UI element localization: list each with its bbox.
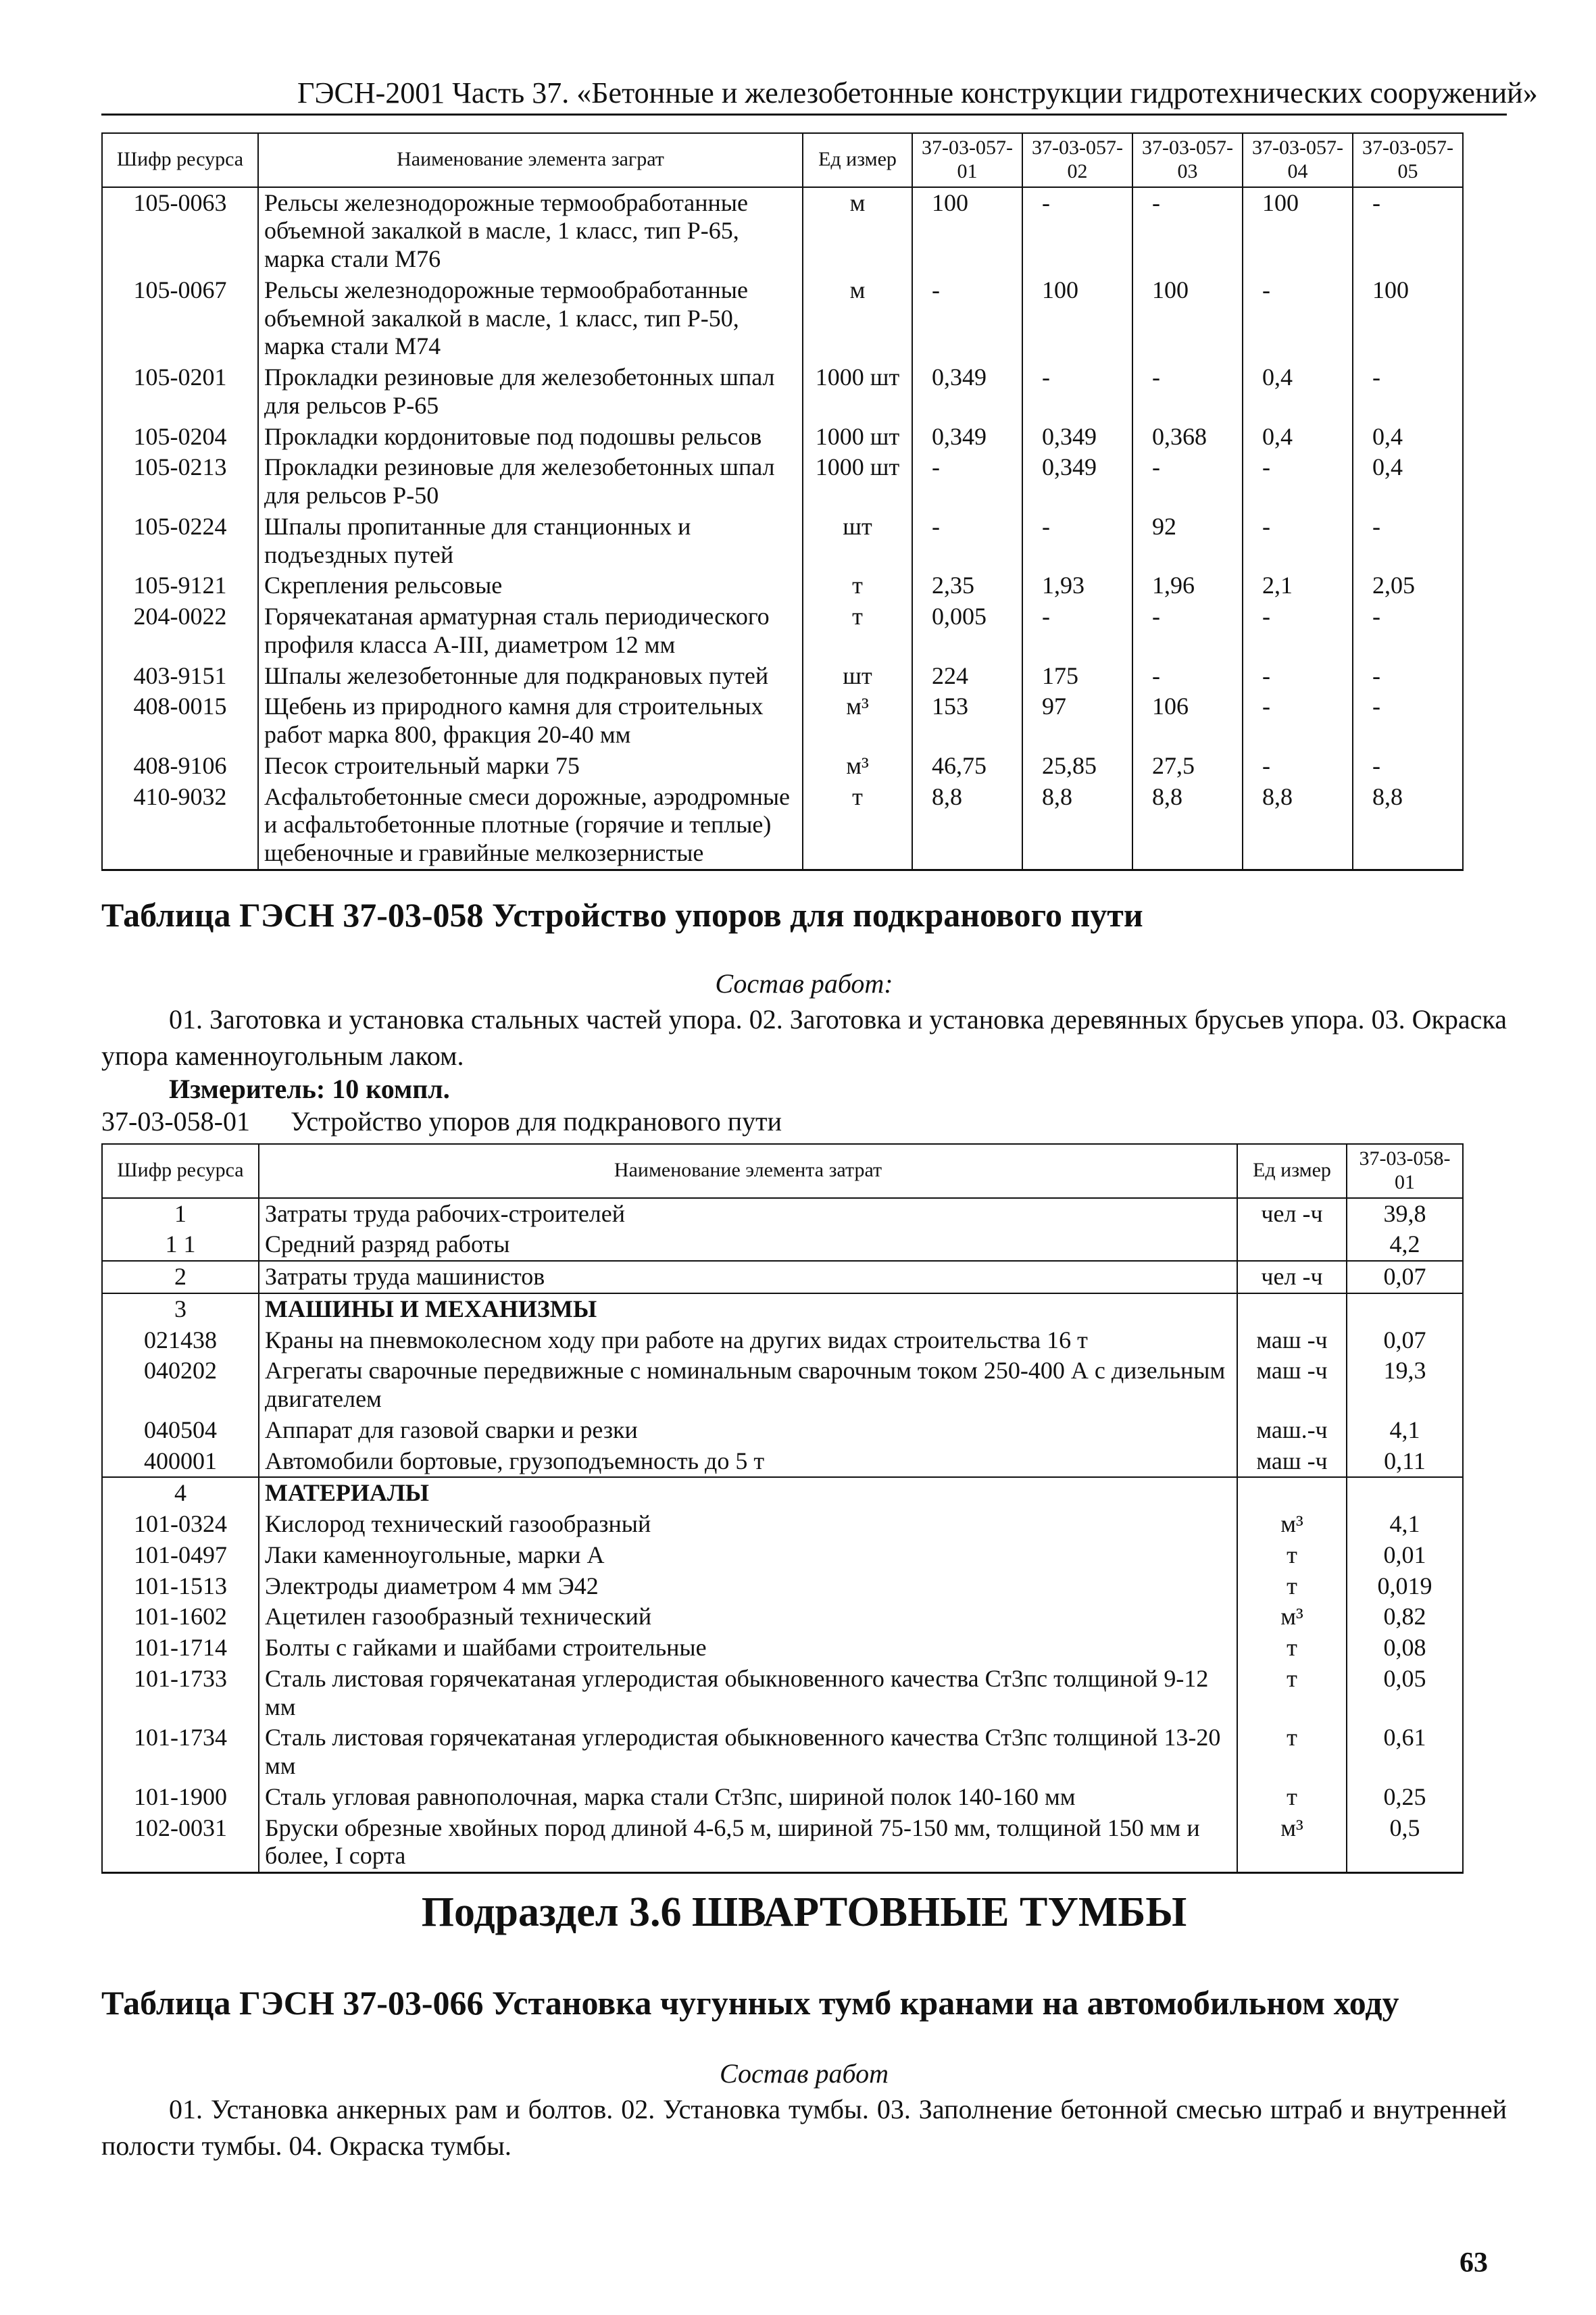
column-header-code: Шифр ресурса <box>102 1144 259 1198</box>
resource-value: 8,8 <box>1132 782 1243 870</box>
table-row <box>102 661 1463 692</box>
table-row <box>102 1722 1463 1782</box>
table-row <box>102 1198 1463 1230</box>
resource-name: Шпалы железобетонные для подкрановых путей <box>258 661 803 692</box>
table-row <box>102 1633 1463 1664</box>
resource-code: 408-9106 <box>102 751 258 782</box>
resource-value <box>1347 1293 1463 1325</box>
resource-value: 27,5 <box>1132 751 1243 782</box>
column-header-value: 37-03-057-03 <box>1132 133 1243 187</box>
table-row <box>102 1540 1463 1571</box>
resource-value <box>1347 1477 1463 1509</box>
norm-code: 37-03-058-01 <box>101 1106 250 1137</box>
resource-value: 2,35 <box>912 570 1022 601</box>
resource-unit: м <box>803 275 912 362</box>
column-header-unit: Ед измер <box>1237 1144 1347 1198</box>
resource-name: Бруски обрезные хвойных пород длиной 4-6,5 м, шириной 75-150 мм, толщиной 150 мм и более, I сорта <box>259 1813 1237 1873</box>
resource-value: 46,75 <box>912 751 1022 782</box>
resource-unit: т <box>803 570 912 601</box>
resource-code: 105-0213 <box>102 452 258 512</box>
table-row <box>102 422 1463 453</box>
resource-name: Лаки каменноугольные, марки А <box>259 1540 1237 1571</box>
column-header-code: Шифр ресурса <box>102 133 258 187</box>
column-header-name: Наименование элемента заграт <box>258 133 803 187</box>
work-composition-caption: Состав работ: <box>715 968 893 999</box>
resource-value: 8,8 <box>1353 782 1463 870</box>
resource-value: 0,019 <box>1347 1571 1463 1602</box>
resource-value: - <box>1353 751 1463 782</box>
resource-name: Сталь листовая горячекатаная углеродистая обыкновенного качества Ст3пс толщиной 9-12 мм <box>259 1664 1237 1723</box>
resource-code: 1 <box>102 1198 259 1230</box>
resource-code: 403-9151 <box>102 661 258 692</box>
resource-value: 1,96 <box>1132 570 1243 601</box>
resource-code: 101-1900 <box>102 1782 259 1813</box>
resource-value: 0,4 <box>1243 422 1353 453</box>
column-header-value: 37-03-057-05 <box>1353 133 1463 187</box>
resource-code: 408-0015 <box>102 691 258 751</box>
resource-value: - <box>912 512 1022 571</box>
table-row <box>102 1229 1463 1261</box>
resource-value: 92 <box>1132 512 1243 571</box>
resource-code: 101-1714 <box>102 1633 259 1664</box>
norm-name: Устройство упоров для подкранового пути <box>290 1106 782 1137</box>
resource-name: Сталь листовая горячекатаная углеродистая обыкновенного качества Ст3пс толщиной 13-20 мм <box>259 1722 1237 1782</box>
resource-name: Средний разряд работы <box>259 1229 1237 1261</box>
resource-value: 106 <box>1132 691 1243 751</box>
column-header-value: 37-03-057-02 <box>1022 133 1132 187</box>
table-header-row <box>102 1144 1463 1198</box>
resource-unit: т <box>803 782 912 870</box>
resource-value: 2,05 <box>1353 570 1463 601</box>
resource-code: 105-0067 <box>102 275 258 362</box>
resource-value: 0,08 <box>1347 1633 1463 1664</box>
resource-unit: м³ <box>1237 1509 1347 1540</box>
resource-value: - <box>1243 751 1353 782</box>
resource-code: 4 <box>102 1477 259 1509</box>
resource-code: 1 1 <box>102 1229 259 1261</box>
resource-unit <box>1237 1293 1347 1325</box>
resource-value: 0,01 <box>1347 1540 1463 1571</box>
resource-code: 040504 <box>102 1415 259 1446</box>
table-row <box>102 1261 1463 1293</box>
column-header-name: Наименование элемента затрат <box>259 1144 1237 1198</box>
resource-unit: 1000 шт <box>803 362 912 422</box>
resource-name: Рельсы железнодорожные термообработанные объемной закалкой в масле, 1 класс, тип Р-65, марка стали М76 <box>258 187 803 275</box>
running-header: ГЭСН-2001 Часть 37. «Бетонные и железобетонные конструкции гидротехнических сооружений» <box>297 76 1538 109</box>
resource-code: 102-0031 <box>102 1813 259 1873</box>
resource-value: 0,349 <box>912 362 1022 422</box>
resource-value: - <box>1132 452 1243 512</box>
header-rule <box>101 114 1507 116</box>
resource-unit: т <box>1237 1664 1347 1723</box>
resource-unit: маш -ч <box>1237 1355 1347 1415</box>
resource-value: 0,368 <box>1132 422 1243 453</box>
section-row <box>102 1293 1463 1325</box>
resource-unit: маш -ч <box>1237 1325 1347 1356</box>
resource-value: - <box>1243 512 1353 571</box>
resource-value: - <box>912 452 1022 512</box>
resource-code: 2 <box>102 1261 259 1293</box>
resource-unit: т <box>1237 1722 1347 1782</box>
work-composition-text: 01. Заготовка и установка стальных частей упора. 02. Заготовка и установка деревянных брусьев упора. 03. Окраска упора каменноугольным лаком. <box>101 1004 1507 1071</box>
norm-reference <box>101 1105 782 1137</box>
work-composition-caption: Состав работ <box>720 2058 889 2089</box>
resource-name: Рельсы железнодорожные термообработанные объемной закалкой в масле, 1 класс, тип Р-50, марка стали М74 <box>258 275 803 362</box>
resource-value: 39,8 <box>1347 1198 1463 1230</box>
resource-value: - <box>1132 601 1243 661</box>
column-header-value: 37-03-057-01 <box>912 133 1022 187</box>
resource-value: 0,11 <box>1347 1446 1463 1478</box>
page-number: 63 <box>1460 2247 1488 2279</box>
resource-value: 0,4 <box>1353 422 1463 453</box>
resource-value: 1,93 <box>1022 570 1132 601</box>
resource-unit: шт <box>803 661 912 692</box>
resource-value: 100 <box>1243 187 1353 275</box>
subsection-title: Подраздел 3.6 ШВАРТОВНЫЕ ТУМБЫ <box>421 1889 1187 1935</box>
resource-value: - <box>1243 452 1353 512</box>
resource-unit: шт <box>803 512 912 571</box>
resource-code: 105-0201 <box>102 362 258 422</box>
table-row <box>102 1601 1463 1633</box>
resource-code: 3 <box>102 1293 259 1325</box>
table-row <box>102 452 1463 512</box>
resource-value: 4,2 <box>1347 1229 1463 1261</box>
resource-value: 25,85 <box>1022 751 1132 782</box>
resource-value: 0,05 <box>1347 1664 1463 1723</box>
resource-table-058 <box>101 1143 1464 1874</box>
resource-name: Электроды диаметром 4 мм Э42 <box>259 1571 1237 1602</box>
column-header-value: 37-03-057-04 <box>1243 133 1353 187</box>
table-row <box>102 187 1463 275</box>
resource-value: 19,3 <box>1347 1355 1463 1415</box>
resource-code: 105-0224 <box>102 512 258 571</box>
resource-value: - <box>1243 601 1353 661</box>
resource-value: 2,1 <box>1243 570 1353 601</box>
resource-value: 0,5 <box>1347 1813 1463 1873</box>
resource-name: Аппарат для газовой сварки и резки <box>259 1415 1237 1446</box>
resource-unit: чел -ч <box>1237 1261 1347 1293</box>
resource-name: Шпалы пропитанные для станционных и подъездных путей <box>258 512 803 571</box>
resource-value: 4,1 <box>1347 1509 1463 1540</box>
resource-value: 8,8 <box>1022 782 1132 870</box>
resource-value: - <box>1132 187 1243 275</box>
resource-code: 105-0063 <box>102 187 258 275</box>
resource-value: 0,07 <box>1347 1325 1463 1356</box>
table-row <box>102 362 1463 422</box>
resource-code: 204-0022 <box>102 601 258 661</box>
resource-value: - <box>1353 187 1463 275</box>
resource-unit: маш.-ч <box>1237 1415 1347 1446</box>
resource-value: 0,82 <box>1347 1601 1463 1633</box>
resource-code: 400001 <box>102 1446 259 1478</box>
resource-name: Краны на пневмоколесном ходу при работе на других видах строительства 16 т <box>259 1325 1237 1356</box>
resource-value: 100 <box>1132 275 1243 362</box>
table-row <box>102 751 1463 782</box>
resource-code: 101-0324 <box>102 1509 259 1540</box>
resource-value: - <box>1243 275 1353 362</box>
resource-name: Асфальтобетонные смеси дорожные, аэродромные и асфальтобетонные плотные (горячие и теплые) щебеночные и гравийные мелкозернистые <box>258 782 803 870</box>
resource-value: - <box>1022 362 1132 422</box>
table-row <box>102 1415 1463 1446</box>
section-row <box>102 1477 1463 1509</box>
resource-code: 040202 <box>102 1355 259 1415</box>
table-row <box>102 1664 1463 1723</box>
resource-value: - <box>1243 661 1353 692</box>
resource-value: 0,349 <box>912 422 1022 453</box>
resource-unit: т <box>1237 1782 1347 1813</box>
resource-value: - <box>1022 512 1132 571</box>
table-row <box>102 512 1463 571</box>
resource-value: 100 <box>1353 275 1463 362</box>
table-header-row <box>102 133 1463 187</box>
resource-code: 021438 <box>102 1325 259 1356</box>
resource-value: 100 <box>912 187 1022 275</box>
resource-value: 0,4 <box>1353 452 1463 512</box>
work-composition-text: 01. Установка анкерных рам и болтов. 02. Установка тумбы. 03. Заполнение бетонной смесью штраб и внутренней полости тумбы. 04. Окраска тумбы. <box>101 2094 1507 2161</box>
table-row <box>102 1782 1463 1813</box>
resource-value: 8,8 <box>1243 782 1353 870</box>
resource-value: 0,61 <box>1347 1722 1463 1782</box>
table-row <box>102 1446 1463 1478</box>
resource-unit <box>1237 1229 1347 1261</box>
resource-value: 0,25 <box>1347 1782 1463 1813</box>
resource-value: 4,1 <box>1347 1415 1463 1446</box>
resource-name: МАШИНЫ И МЕХАНИЗМЫ <box>259 1293 1237 1325</box>
resource-name: Затраты труда рабочих-строителей <box>259 1198 1237 1230</box>
column-header-unit: Ед измер <box>803 133 912 187</box>
resource-value: - <box>1022 601 1132 661</box>
resource-name: Автомобили бортовые, грузоподъемность до 5 т <box>259 1446 1237 1478</box>
table-row <box>102 691 1463 751</box>
resource-name: Сталь угловая равнополочная, марка стали Ст3пс, шириной полок 140-160 мм <box>259 1782 1237 1813</box>
resource-value: - <box>1353 691 1463 751</box>
resource-value: - <box>1353 661 1463 692</box>
resource-unit: т <box>1237 1571 1347 1602</box>
resource-name: Агрегаты сварочные передвижные с номинальным сварочным током 250-400 А с дизельным двигателем <box>259 1355 1237 1415</box>
resource-name: Ацетилен газообразный технический <box>259 1601 1237 1633</box>
table-row <box>102 275 1463 362</box>
resource-value: 97 <box>1022 691 1132 751</box>
resource-value: - <box>1243 691 1353 751</box>
resource-table-057 <box>101 132 1464 871</box>
resource-value: 8,8 <box>912 782 1022 870</box>
resource-unit: 1000 шт <box>803 422 912 453</box>
resource-value: - <box>1132 362 1243 422</box>
resource-value: 0,349 <box>1022 422 1132 453</box>
resource-unit: маш -ч <box>1237 1446 1347 1478</box>
resource-unit: м <box>803 187 912 275</box>
resource-unit: 1000 шт <box>803 452 912 512</box>
resource-code: 101-0497 <box>102 1540 259 1571</box>
table-title: Таблица ГЭСН 37-03-066 Установка чугунных тумб кранами на автомобильном ходу <box>101 1984 1399 2022</box>
resource-value: 0,07 <box>1347 1261 1463 1293</box>
resource-name: Прокладки резиновые для железобетонных шпал для рельсов Р-65 <box>258 362 803 422</box>
resource-code: 105-9121 <box>102 570 258 601</box>
resource-code: 105-0204 <box>102 422 258 453</box>
resource-value: - <box>1353 512 1463 571</box>
resource-name: Скрепления рельсовые <box>258 570 803 601</box>
resource-unit: т <box>1237 1633 1347 1664</box>
resource-name: Песок строительный марки 75 <box>258 751 803 782</box>
resource-unit: т <box>1237 1540 1347 1571</box>
table-row <box>102 1325 1463 1356</box>
table-row <box>102 782 1463 870</box>
resource-name: Болты с гайками и шайбами строительные <box>259 1633 1237 1664</box>
table-row <box>102 1355 1463 1415</box>
resource-value: 175 <box>1022 661 1132 692</box>
resource-name: Щебень из природного камня для строительных работ марка 800, фракция 20-40 мм <box>258 691 803 751</box>
meter-label: Измеритель: 10 компл. <box>169 1074 450 1104</box>
resource-name: Прокладки резиновые для железобетонных шпал для рельсов Р-50 <box>258 452 803 512</box>
table-row <box>102 1571 1463 1602</box>
resource-value: - <box>1132 661 1243 692</box>
resource-value: - <box>1353 601 1463 661</box>
resource-value: - <box>1022 187 1132 275</box>
resource-code: 101-1733 <box>102 1664 259 1723</box>
table-row <box>102 601 1463 661</box>
resource-code: 101-1513 <box>102 1571 259 1602</box>
table-row <box>102 570 1463 601</box>
resource-unit: м³ <box>803 751 912 782</box>
column-header-value: 37-03-058-01 <box>1347 1144 1463 1198</box>
resource-value: 0,4 <box>1243 362 1353 422</box>
resource-name: Кислород технический газообразный <box>259 1509 1237 1540</box>
table-title: Таблица ГЭСН 37-03-058 Устройство упоров для подкранового пути <box>101 896 1143 934</box>
resource-unit: чел -ч <box>1237 1198 1347 1230</box>
resource-value: 153 <box>912 691 1022 751</box>
resource-value: 100 <box>1022 275 1132 362</box>
resource-unit: т <box>803 601 912 661</box>
resource-code: 101-1602 <box>102 1601 259 1633</box>
resource-unit: м³ <box>803 691 912 751</box>
resource-unit: м³ <box>1237 1813 1347 1873</box>
resource-value: 0,349 <box>1022 452 1132 512</box>
resource-code: 410-9032 <box>102 782 258 870</box>
resource-name: Горячекатаная арматурная сталь периодического профиля класса А-III, диаметром 12 мм <box>258 601 803 661</box>
resource-unit: м³ <box>1237 1601 1347 1633</box>
resource-code: 101-1734 <box>102 1722 259 1782</box>
table-row <box>102 1813 1463 1873</box>
table-row <box>102 1509 1463 1540</box>
resource-value: - <box>912 275 1022 362</box>
resource-value: 0,005 <box>912 601 1022 661</box>
resource-name: МАТЕРИАЛЫ <box>259 1477 1237 1509</box>
resource-name: Прокладки кордонитовые под подошвы рельсов <box>258 422 803 453</box>
resource-value: - <box>1353 362 1463 422</box>
resource-unit <box>1237 1477 1347 1509</box>
resource-value: 224 <box>912 661 1022 692</box>
resource-name: Затраты труда машинистов <box>259 1261 1237 1293</box>
